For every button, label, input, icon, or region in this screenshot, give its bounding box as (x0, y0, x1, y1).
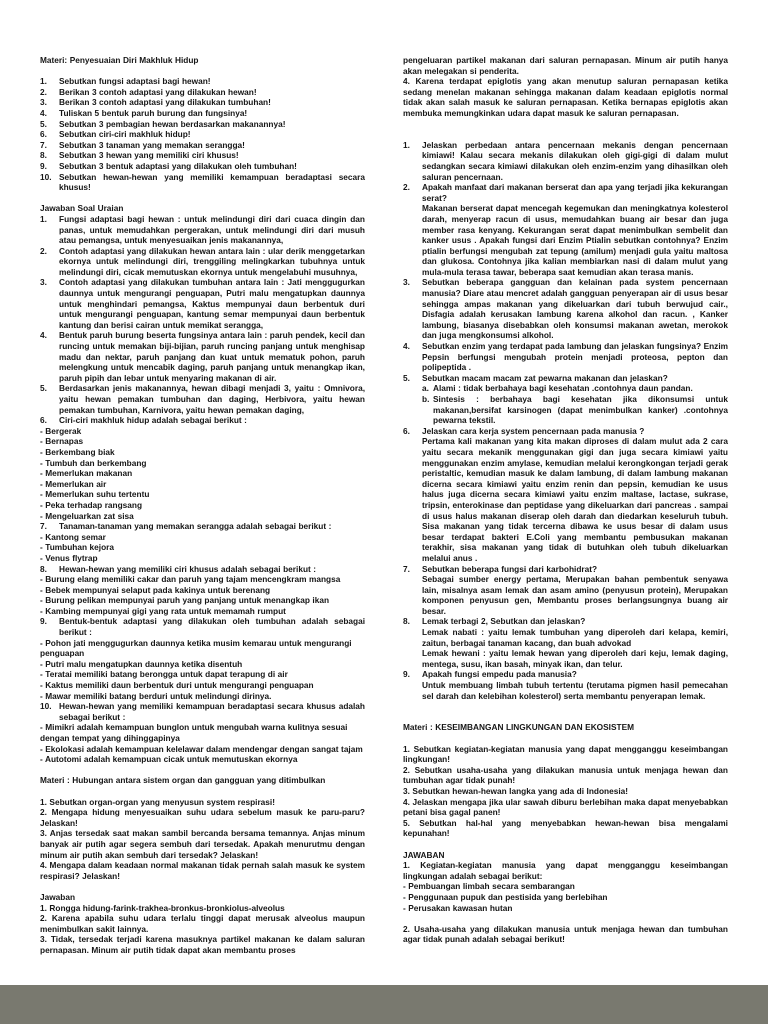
lettered-subitem (422, 394, 728, 426)
numbered-item (40, 129, 365, 140)
dash-list-item: - Venus flytrap (40, 552, 98, 563)
dash-list-item: - Mawar memiliki batang berduri untuk melindungi dirinya. (40, 690, 272, 701)
item-number: 6. (40, 415, 47, 426)
item-number: 8. (40, 563, 47, 574)
numbered-item (403, 426, 728, 437)
item-text: Bentuk-bentuk adaptasi yang dilakukan oleh tumbuhan adalah sebagai berikut : (59, 616, 365, 638)
dash-list-item: - Burung elang memiliki cakar dan paruh yang tajam mencengkram mangsa (40, 574, 341, 585)
dash-list-item: - Tumbuh dan berkembang (40, 457, 147, 468)
lettered-subitem (422, 383, 728, 394)
numbered-item (40, 246, 365, 278)
paragraph: 3. Sebutkan hewan-hewan langka yang ada di Indonesia! (403, 785, 629, 796)
dash-list-item: - Kambing mempunyai gigi yang rata untuk memamah rumput (40, 605, 286, 616)
dash-list-item: - Memerlukan suhu tertentu (40, 489, 150, 500)
section-heading: JAWABAN (403, 849, 445, 860)
numbered-item (403, 182, 728, 203)
numbered-item (40, 150, 365, 161)
numbered-item (403, 616, 728, 627)
numbered-item (40, 616, 365, 637)
section-heading: Jawaban Soal Uraian (40, 203, 124, 214)
numbered-item (40, 415, 365, 426)
continuation-paragraph: Lemak nabati : yaitu lemak tumbuhan yang diperoleh dari kelapa, kemiri, zaitun, berbagai tanaman kacang, dan buah advokad (422, 627, 728, 648)
continuation-paragraph: Pertama kali makanan yang kita makan diproses di dalam mulut ada 2 cara yaitu secara mekanik menggunakan gigi dan juga secara kimiawi yaitu menggunakan enzim amylase, kemudian melalui kerongkongan terjadi gerak peristaltic, kemudian masuk ke dalam lambung, di dalam lambung makanan dicerna secara kimiawi yaitu enzim renin dan pepsin, kemudian ke usus halus juga dicerna secara kimiawi yaitu enzim maltase, lactase, sukrase, tripsin, enterokinase dan peptidase yang dikeluarkan dari pancreas . sampai di usus halus makanan diserap oleh darah dan diedarkan keseluruh tubuh. Sisa makanan yang tidak tercerna dibawa ke usus besar di dalam usus besar terdapat bakteri E.Coli yang membantu pembusukan makanan terakhir, sisa makanan yang tidak di butuhkan oleh tubuh dikeluarkan melalui anus . (422, 436, 728, 563)
numbered-item (40, 119, 365, 130)
two-column-layout (40, 55, 731, 955)
spacer (403, 129, 728, 140)
dash-list-item: - Memerlukan makanan (40, 468, 133, 479)
item-number: 8. (403, 616, 410, 627)
item-text: Sebutkan 3 bentuk adaptasi yang dilakukan oleh tumbuhan! (59, 160, 297, 171)
item-number: 3. (40, 97, 47, 108)
item-number: 3. (403, 277, 410, 288)
numbered-item (40, 383, 365, 415)
item-text: Jelaskan cara kerja system pencernaan pada manusia ? (422, 425, 645, 436)
continuation-paragraph: Untuk membuang limbah tubuh tertentu (terutama pigmen hasil pemecahan sel darah dan kelebihan kolesterol) serta membantu penyerapan lemak. (422, 680, 728, 701)
item-text: Apakah fungsi empedu pada manusia? (422, 669, 577, 680)
item-text: Berikan 3 contoh adaptasi yang dilakukan hewan! (59, 86, 257, 97)
item-number: 7. (403, 563, 410, 574)
item-number: 2. (403, 182, 410, 193)
item-text: Contoh adaptasi yang dilakukan hewan antara lain : ular derik menggetarkan ekornya untuk melindungi diri, trenggiling melingkarkan tubuhnya untuk melindungi diri, cicak memutuskan ekornya untuk mengelabuhi musuhnya, (59, 245, 365, 277)
item-text: Apakah manfaat dari makanan berserat dan apa yang terjadi jika kekurangan serat? (422, 182, 728, 203)
spacer (40, 66, 365, 77)
numbered-item (40, 564, 365, 575)
dash-list-item: - Autotomi adalah kemampuan cicak untuk memutuskan ekornya (40, 754, 298, 765)
dash-list-item: - Berkembang biak (40, 446, 115, 457)
numbered-item (403, 669, 728, 680)
numbered-item (40, 161, 365, 172)
numbered-item (403, 277, 728, 341)
item-number: a. (422, 383, 429, 394)
paragraph: 1. Sebutkan organ-organ yang menyusun system respirasi! (40, 796, 275, 807)
section-heading: Materi : Hubungan antara sistem organ dan gangguan yang ditimbulkan (40, 775, 326, 786)
item-number: 5. (40, 383, 47, 394)
item-text: Sintesis : berbahaya bagi kesehatan jika dikonsumsi untuk makanan,bersifat karsinogen (dapat menimbulkan kanker) .contohnya pewarna tekstil. (433, 394, 728, 426)
dash-list-item: - Kaktus memiliki daun berbentuk duri untuk mengurangi penguapan (40, 680, 314, 691)
numbered-item (40, 108, 365, 119)
item-text: Tuliskan 5 bentuk paruh burung dan fungsinya! (59, 107, 248, 118)
item-number: 1. (40, 76, 47, 87)
item-text: Sebutkan enzim yang terdapat pada lambung dan jelaskan fungsinya? Enzim Pepsin berfungsi mengubah protein menjadi proteosa, pepton dan polipeptida . (422, 341, 728, 373)
item-number: 4. (40, 107, 47, 118)
paragraph: 1. Sebutkan kegiatan-kegiatan manusia yang dapat mengganggu keseimbangan lingkungan! (403, 743, 728, 765)
numbered-item (40, 521, 365, 532)
item-text: Sebutkan 3 pembagian hewan berdasarkan makanannya! (59, 118, 286, 129)
dash-list-item: - Bergerak (40, 425, 82, 436)
item-number: 4. (40, 330, 47, 341)
item-number: 2. (40, 86, 47, 97)
dash-list-item: - Teratai memiliki batang berongga untuk dapat terapung di air (40, 669, 288, 680)
item-text: Sebutkan beberapa gangguan dan kelainan pada system pencernaan manusia? Diare atau mencret adalah gangguan penyerapan air di usus besar sehingga ampas makanan yang dikeluarkan dari tubuh berwujud cair., Disfagia adalah kerusakan lambung karena alkohol dan racun. , Kanker lambung, biasanya disebabkan oleh konsumsi makanan awetan, merokok dan juga mengkonsumsi alkohol. (422, 277, 728, 341)
section-heading: Materi : KESEIMBANGAN LINGKUNGAN DAN EKOSISTEM (403, 722, 635, 733)
paragraph: 2. Karena apabila suhu udara terlalu tinggi dapat merusak alveolus maupun menimbulkan sakit lainnya. (40, 913, 365, 934)
paragraph: 4. Karena terdapat epiglotis yang akan menutup saluran pernapasan ketika sedang menelan makanan sehingga makanan dalam keadaan epiglotis normal tidak akan salah masuk ke saluran pernapasan. Ketika bernapas epiglotis akan membuka memungkinkan udara dapat masuk ke saluran pernapasan. (403, 76, 728, 118)
numbered-item (40, 330, 365, 383)
item-text: Sebutkan 3 tanaman yang memakan serangga! (59, 139, 245, 150)
dash-list-item: - Perusakan kawasan hutan (403, 902, 513, 913)
paragraph: 3. Anjas tersedak saat makan sambil bercanda bersama temannya. Anjas minum banyak air putih agar segera sembuh dari tersedak. Apakah menurutmu dengan minum air putih akan sembuh dari tersedak? Jelaskan! (40, 828, 365, 860)
left-column (40, 55, 365, 955)
numbered-item (403, 341, 728, 373)
numbered-item (403, 373, 728, 384)
item-number: 7. (40, 521, 47, 532)
numbered-item (40, 140, 365, 151)
dash-list-item: - Peka terhadap rangsang (40, 499, 143, 510)
item-text: Sebutkan macam macam zat pewarna makanan dan jelaskan? (422, 372, 668, 383)
spacer (40, 193, 365, 204)
item-text: Berdasarkan jenis makanannya, hewan dibagi menjadi 3, yaitu : Omnivora, yaitu hewan pemakan tumbuhan dan daging, Herbivora, yaitu hewan pemakan tumbuhan, Karnivora, yaitu hewan pemakan daging, (59, 383, 365, 415)
paragraph: 4. Jelaskan mengapa jika ular sawah diburu berlebihan maka dapat menyebabkan petani bisa gagal panen! (403, 796, 728, 818)
item-number: 7. (40, 139, 47, 150)
item-number: 9. (40, 160, 47, 171)
dash-list-item: - Kantong semar (40, 531, 106, 542)
dash-list-item: - Tumbuhan kejora (40, 542, 115, 553)
item-number: 3. (40, 277, 47, 288)
item-number: 10. (40, 701, 52, 712)
spacer (40, 881, 365, 892)
item-text: Contoh adaptasi yang dilakukan tumbuhan antara lain : Jati menggugurkan daunnya untuk mengurangi penguapan, Putri malu mengatupkan daunnya untuk menghindari pemangsa, Kaktus mempunyai daun berbentuk duri untuk mengurangi penguapan, kantung semar mempunyai daun berbentuk kantung dan berisi cairan untuk memikat serangga, (59, 277, 365, 330)
numbered-item (40, 701, 365, 722)
item-text: Sebutkan fungsi adaptasi bagi hewan! (59, 76, 211, 87)
item-text: Sebutkan 3 hewan yang memiliki ciri khusus! (59, 150, 239, 161)
item-text: Sebutkan ciri-ciri makhluk hidup! (59, 129, 191, 140)
item-number: 5. (403, 372, 410, 383)
dash-list-item: - Ekolokasi adalah kemampuan kelelawar dalam mendengar dengan sangat tajam (40, 743, 363, 754)
item-text: Alami : tidak berbahaya bagi kesehatan .contohnya daun pandan. (433, 383, 693, 394)
numbered-item (40, 76, 365, 87)
spacer (403, 701, 728, 712)
item-text: Sebutkan hewan-hewan yang memiliki kemampuan beradaptasi secara khusus! (59, 171, 365, 193)
item-text: Lemak terbagi 2, Sebutkan dan jelaskan? (422, 616, 586, 627)
right-column (403, 55, 728, 955)
item-text: Tanaman-tanaman yang memakan serangga adalah sebagai berikut : (59, 521, 332, 532)
item-number: 4. (403, 341, 410, 352)
item-number: 8. (40, 150, 47, 161)
dash-list-item: - Pembuangan limbah secara sembarangan (403, 881, 575, 892)
item-text: Fungsi adaptasi bagi hewan : untuk melindungi diri dari cuaca dingin dan panas, untuk memudahkan pergerakan, untuk melindungi diri dari musuh atau pemangsa, untuk menyesuaikan jenis makanannya, (59, 213, 365, 246)
dash-list-item: - Pohon jati menggugurkan daunnya ketika musim kemarau untuk mengurangi penguapan (40, 637, 352, 659)
spacer (403, 733, 728, 744)
numbered-item (403, 564, 728, 575)
paragraph: 3. Tidak, tersedak terjadi karena masuknya partikel makanan ke dalam saluran pernapasan. Minum air putih tidak dapat akan membantu proses (40, 934, 365, 955)
dash-list-item: - Bernapas (40, 436, 84, 447)
paragraph: 1. Kegiatan-kegiatan manusia yang dapat mengganggu keseimbangan lingkungan adalah sebagai berikut: (403, 860, 728, 881)
numbered-item (40, 97, 365, 108)
spacer (40, 786, 365, 797)
paragraph: 2. Usaha-usaha yang dilakukan manusia untuk menjaga hewan dan tumbuhan agar tidak punah adalah sebagai berikut! (403, 923, 728, 945)
item-text: Jelaskan perbedaan antara pencernaan mekanis dengan pencernaan kimiawi! Kalau secara mekanis dilakukan oleh gigi-gigi di dalam mulut sedangkan secara kimiawi dilakukan oleh enzim-enzim yang dihasilkan oleh saluran pencernaan. (422, 139, 728, 182)
spacer (403, 913, 728, 924)
item-number: 1. (40, 213, 47, 224)
item-number: b. (422, 394, 430, 404)
item-text: Bentuk paruh burung beserta fungsinya antara lain : paruh pendek, kecil dan runcing untuk memakan biji-bijian, paruh runcing panjang untuk menghisap madu dan nektar, paruh panjang dan kuat untuk mematuk pohon, paruh melengkung untuk mencabik daging, paruh panjang untuk menangkap ikan, paruh pipih dan lebar untuk menyaring makanan di air. (59, 330, 365, 383)
paragraph: 1. Rongga hidung-farink-trakhea-bronkus-bronkiolus-alveolus (40, 902, 285, 913)
section-heading: Materi: Penyesuaian Diri Makhluk Hidup (40, 55, 199, 65)
numbered-item (403, 140, 728, 182)
numbered-item (40, 214, 365, 246)
section-heading: Jawaban (40, 891, 76, 902)
dash-list-item: - Mimikri adalah kemampuan bunglon untuk mengubah warna kulitnya sesuai dengan tempat yang dihinggapinya (40, 722, 348, 743)
item-number: 6. (403, 425, 410, 436)
spacer (403, 119, 728, 130)
item-number: 1. (403, 139, 410, 150)
numbered-item (40, 277, 365, 330)
spacer (40, 765, 365, 776)
item-number: 9. (40, 616, 47, 627)
dash-list-item: - Putri malu mengatupkan daunnya ketika disentuh (40, 658, 243, 669)
item-number: 2. (40, 245, 47, 256)
dash-list-item: - Memerlukan air (40, 478, 107, 489)
continuation-paragraph: Makanan berserat dapat mencegah kegemukan dan meningkatnya kolesterol darah, menyerap racun di usus, memudahkan buang air besar dan juga member rasa kenyang. Kekurangan serat dapat menimbulkan sembelit dan kanker usus . Apakah fungsi dari Enzim Ptialin sebutkan contohnya? Enzim ptialin berfungsi mengubah zat tepung (amilum) menjadi gula yaitu maltosa dan glukosa. Contohnya jika kalian membiarkan nasi di dalam mulut yang mula-mula terasa tawar, beberapa saat kemudian akan terasa manis. (422, 203, 728, 277)
paragraph: 5. Sebutkan hal-hal yang menyebabkan hewan-hewan bisa mengalami kepunahan! (403, 817, 728, 839)
paragraph: 2. Sebutkan usaha-usaha yang dilakukan manusia untuk menjaga hewan dan tumbuhan agar tidak punah! (403, 764, 728, 786)
item-text: Hewan-hewan yang memiliki kemampuan beradaptasi secara khusus adalah sebagai berikut : (59, 701, 365, 722)
continuation-paragraph: Sebagai sumber energy pertama, Merupakan bahan pembentuk senyawa lain, misalnya asam lemak dan asam amino (penyusun protein), Merupakan komponen penyusun gen, Membantu proses berlangsungnya buang air besar. (422, 574, 728, 616)
dash-list-item: - Bebek mempunyai selaput pada kakinya untuk berenang (40, 584, 271, 595)
numbered-item (40, 87, 365, 98)
dash-list-item: - Burung pelikan mempunyai paruh yang panjang untuk menangkap ikan (40, 595, 330, 606)
dash-list-item: - Mengeluarkan zat sisa (40, 510, 134, 521)
continuation-paragraph: Lemak hewani : yaitu lemak hewan yang diperoleh dari keju, lemak daging, mentega, susu, ikan basah, minyak ikan, dan telur. (422, 648, 728, 669)
paragraph: pengeluaran partikel makanan dari saluran pernapasan. Minum air putih hanya akan melegakan si penderita. (403, 55, 728, 76)
item-number: 10. (40, 171, 52, 182)
item-number: 5. (40, 118, 47, 129)
paragraph: 4. Mengapa dalam keadaan normal makanan tidak pernah salah masuk ke system respirasi? Jelaskan! (40, 860, 365, 881)
dash-list-item: - Penggunaan pupuk dan pestisida yang berlebihan (403, 891, 608, 902)
item-number: 9. (403, 669, 410, 680)
spacer (403, 712, 728, 723)
item-number: 6. (40, 129, 47, 140)
item-text: Sebutkan beberapa fungsi dari karbohidrat? (422, 563, 598, 574)
numbered-item (40, 172, 365, 193)
item-text: Ciri-ciri makhluk hidup adalah sebagai berikut : (59, 415, 247, 426)
item-text: Hewan-hewan yang memiliki ciri khusus adalah sebagai berikut : (59, 563, 317, 574)
spacer (403, 839, 728, 850)
paragraph: 2. Mengapa hidung menyesuaikan suhu udara sebelum masuk ke paru-paru? Jelaskan! (40, 807, 365, 828)
item-text: Berikan 3 contoh adaptasi yang dilakukan tumbuhan! (59, 97, 271, 108)
